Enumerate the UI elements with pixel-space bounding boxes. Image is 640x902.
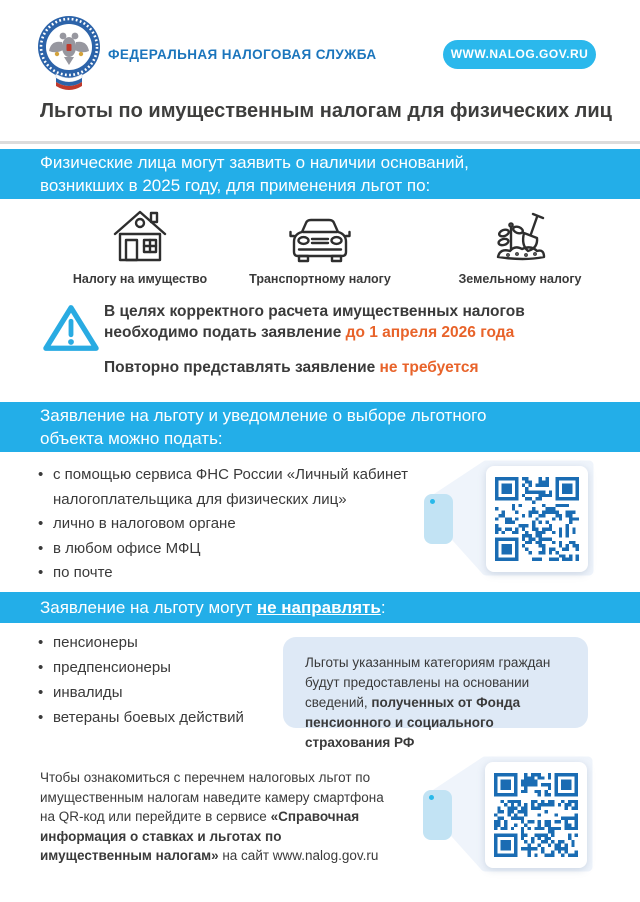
exempt-categories-list [38, 634, 298, 734]
list-item: • ветераны боевых действий [38, 709, 298, 727]
qr-code-icon [495, 477, 579, 561]
submit-banner-text: Заявление на льготу и уведомление о выборе льготного объекта можно подать: [40, 406, 487, 448]
qr-callout-lk [424, 452, 600, 584]
tax-type-label: Транспортному налогу [249, 272, 391, 286]
house-icon [111, 208, 169, 264]
camera-dot-icon [430, 499, 435, 504]
list-item: • пенсионеры [38, 634, 298, 652]
car-icon [288, 216, 352, 264]
warning-text [104, 301, 539, 378]
list-item: • по почте [38, 561, 423, 586]
smartphone-icon [424, 494, 453, 544]
agency-name: ФЕДЕРАЛЬНАЯ НАЛОГОВАЯ СЛУЖБА [108, 47, 377, 62]
intro-banner-text: Физические лица могут заявить о наличии оснований, возникших в 2025 году, для применения льгот по: [40, 153, 469, 195]
header-divider [0, 141, 640, 144]
deadline-highlight: до 1 апреля 2026 года [345, 324, 515, 341]
fns-emblem-icon [34, 14, 104, 92]
tax-type-property [52, 206, 228, 286]
intro-banner [0, 149, 640, 199]
info-box-text: Льготы указанным категориям граждан будут предоставлены на основании сведений, [305, 655, 551, 710]
warning-triangle-icon [40, 301, 102, 355]
exempt-banner-suffix: : [380, 598, 386, 617]
tax-type-transport [232, 206, 408, 286]
exempt-banner-underlined: не направлять [256, 598, 381, 617]
qr-callout-reference [423, 748, 599, 880]
list-item: • лично в налоговом органе [38, 512, 423, 537]
list-item: • инвалиды [38, 684, 298, 702]
camera-dot-icon [429, 795, 434, 800]
website-button[interactable]: WWW.NALOG.GOV.RU [443, 40, 596, 69]
list-item: • в любом офисе МФЦ [38, 537, 423, 562]
exempt-banner [0, 592, 640, 623]
tax-type-label: Земельному налогу [458, 272, 582, 286]
info-box-bold-text: полученных от Фонда пенсионного и социального страхования РФ [305, 695, 521, 750]
tax-type-land [428, 206, 612, 286]
footer-service-name: «Справочная информация о ставках и льготах по имущественным налогам» [40, 809, 360, 863]
qr-card [486, 466, 588, 572]
tax-type-label: Налогу на имущество [72, 272, 208, 286]
submit-banner [0, 402, 640, 452]
repeat-highlight: не требуется [379, 359, 479, 376]
qr-code-icon [494, 773, 578, 857]
footer-text: Чтобы ознакомиться с перечнем налоговых льгот по имущественным налогам наведите камеру смартфона на QR-код или перейдите в сервисе «Справочная информация о ставках и льготах по имущественным налогам» на сайт www.nalog.gov.ru [40, 770, 384, 863]
info-box [283, 637, 588, 750]
repeat-text: Повторно представлять заявление [104, 359, 380, 376]
exempt-banner-prefix: Заявление на льготу могут [40, 598, 257, 617]
shovel-icon [491, 206, 549, 264]
list-item: • предпенсионеры [38, 659, 298, 677]
smartphone-icon [423, 790, 452, 840]
submit-methods-list [38, 463, 423, 586]
page-title: Льготы по имущественным налогам для физических лиц [40, 100, 612, 122]
qr-card [485, 762, 587, 868]
list-item: • с помощью сервиса ФНС России «Личный кабинет налогоплательщика для физических лиц» [38, 463, 423, 512]
deadline-text: В целях корректного расчета имущественных налогов необходимо подать заявление [104, 303, 525, 341]
